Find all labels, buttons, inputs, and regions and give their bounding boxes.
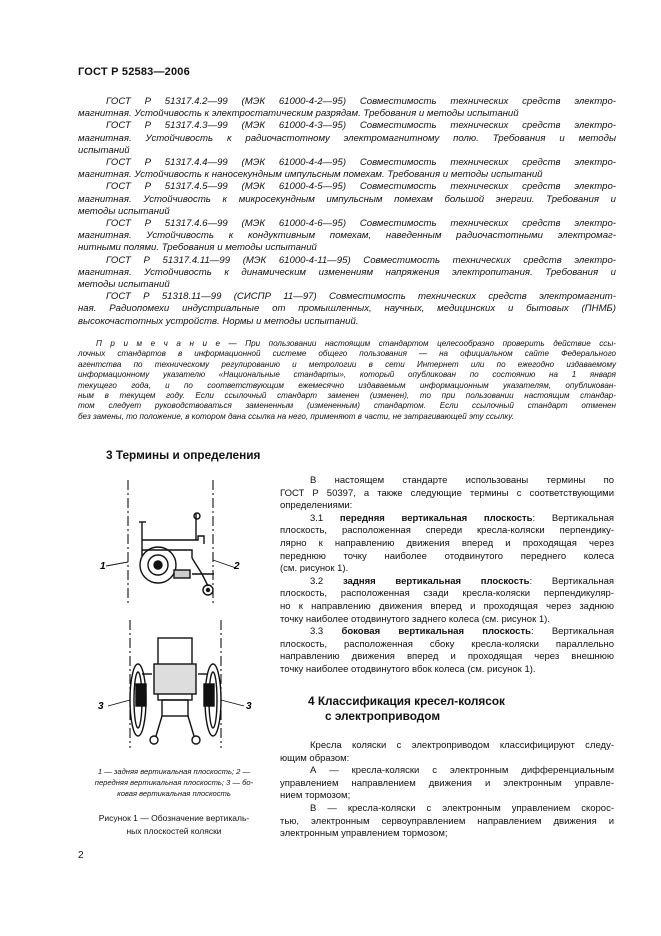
reference-text: испытаний bbox=[78, 144, 130, 156]
reference-text: методы испытаний bbox=[78, 279, 170, 291]
reference-line bbox=[78, 267, 616, 279]
reference-text: магнитная. Устойчивость к радиочастотному электромагнитному полю. Требования и методы bbox=[78, 132, 616, 144]
section-4-body bbox=[280, 740, 614, 841]
figure-legend bbox=[80, 766, 268, 799]
reference-text: Совместимость технических средств электро- bbox=[359, 120, 616, 132]
body-line: ющим образом: bbox=[280, 752, 350, 764]
reference-id: ГОСТ Р 51317.4.2—99 (МЭК 61000-4-2—95) bbox=[106, 96, 347, 107]
reference-text: магнитная. Устойчивость к микросекундным импульсным помехам большой энергии. Требования и bbox=[78, 193, 616, 205]
reference-id: ГОСТ Р 51318.11—99 (СИСПР 11—97) bbox=[106, 291, 317, 303]
reference-line bbox=[78, 242, 616, 254]
wheelchair-figure bbox=[92, 478, 264, 760]
figure-caption-line: Рисунок 1 — Обозначение вертикаль- bbox=[98, 813, 250, 823]
section-3-title: 3 Термины и определения bbox=[106, 448, 261, 462]
reference-text: Совместимость технических средств электромагнит- bbox=[329, 291, 616, 303]
reference-text: Совместимость технических средств электро- bbox=[359, 181, 616, 193]
note-line bbox=[78, 349, 616, 359]
reference-line bbox=[78, 96, 616, 108]
reference-line bbox=[78, 279, 616, 291]
figure-label-2: 2 bbox=[234, 561, 240, 572]
note-line bbox=[78, 339, 616, 349]
reference-list bbox=[78, 96, 616, 328]
body-line: В настоящем стандарте использованы термины по bbox=[310, 475, 614, 486]
note-text: без замены, то положение, в котором дана ссылка на него, применяют в части, не затрагивающей эту ссылку. bbox=[78, 411, 515, 421]
term-text: направлению движения вперед и проходящая через внешнюю bbox=[280, 651, 614, 663]
term-line: 3.3 боковая вертикальная плоскость: Вертикальная bbox=[310, 626, 615, 638]
figure-caption bbox=[80, 812, 268, 837]
figure-legend-line: 1 — задняя вертикальная плоскость; 2 — bbox=[97, 767, 251, 776]
term-line: 3.1 передняя вертикальная плоскость: Вертикальная bbox=[310, 512, 615, 524]
term-line bbox=[280, 525, 614, 538]
note-line bbox=[78, 360, 616, 370]
reference-id: ГОСТ Р 51317.4.3—99 (МЭК 61000-4-3—95) bbox=[106, 120, 347, 132]
reference-line bbox=[78, 133, 616, 145]
front-view-leaders bbox=[108, 700, 244, 706]
side-view-leaders bbox=[106, 560, 236, 568]
term-name: передняя вертикальная плоскость bbox=[339, 512, 533, 524]
note-label: П р и м е ч а н и е — bbox=[96, 339, 237, 348]
term-text: лярно к направлению движения вперед и проходящая через bbox=[280, 537, 614, 549]
reference-line bbox=[78, 194, 616, 206]
term-name: боковая вертикальная плоскость bbox=[341, 626, 531, 638]
term-text: плоскость, расположенная спереди кресла-коляски перпендику- bbox=[280, 525, 614, 537]
term-text: переднюю точку наиболее отодвинутого переднего колеса bbox=[280, 550, 614, 562]
reference-text: высокочастотных устройств. Нормы и методы испытаний. bbox=[78, 315, 359, 327]
body-line: нием тормозом; bbox=[280, 790, 351, 802]
term-line: 3.2 задняя вертикальная плоскость: Вертикальная bbox=[310, 575, 615, 587]
reference-line bbox=[78, 255, 616, 267]
reference-text: ная. Радиопомехи индустриальные от промышленных, научных, медицинских и бытовых (ПНМБ) bbox=[78, 303, 616, 315]
body-line: тью, электронным сервоуправлением направлением движения и bbox=[280, 815, 614, 827]
term-number: 3.2 bbox=[310, 575, 324, 587]
reference-text: Совместимость технических средств электро- bbox=[359, 96, 616, 107]
body-line: Кресла коляски с электроприводом классифицируют следу- bbox=[310, 740, 614, 751]
reference-text: магнитная. Устойчивость к кондуктивным помехам, наведенным радиочастотными электромаг- bbox=[78, 230, 616, 242]
term-text: точку наиболее отодвинутого заднего колеса (см. рисунок 1). bbox=[280, 613, 550, 625]
reference-id: ГОСТ Р 51317.4.4—99 (МЭК 61000-4-4—95) bbox=[106, 157, 347, 169]
body-line: электронным управлением тормозом; bbox=[280, 828, 448, 840]
reference-text: магнитная. Устойчивость к наносекундным импульсным помехам. Требования и методы испытаний bbox=[78, 169, 543, 181]
figure-label-1: 1 bbox=[100, 561, 106, 572]
reference-text: Совместимость технических средств электро- bbox=[359, 218, 616, 230]
reference-text: методы испытаний bbox=[78, 205, 170, 217]
section-4-title-line: 4 Классификация кресел-колясок bbox=[308, 694, 505, 708]
term-number: 3.1 bbox=[310, 512, 324, 524]
reference-text: Совместимость технических средств электро- bbox=[363, 254, 616, 266]
reference-line bbox=[78, 206, 616, 218]
reference-line bbox=[78, 291, 616, 303]
note-text: лочных стандартов в информационной системе общего пользования — на официальном сайте Федерального bbox=[78, 349, 616, 359]
reference-text: магнитная. Устойчивость к электростатическим разрядам. Требования и методы испытаний bbox=[78, 108, 519, 120]
figure-legend-line: ковая вертикальная плоскость bbox=[117, 789, 231, 798]
term-text: точку наиболее отодвинутого вбок колеса (см. рисунок 1). bbox=[280, 663, 536, 675]
reference-line bbox=[78, 145, 616, 157]
term-line bbox=[280, 563, 614, 576]
term-line bbox=[280, 664, 614, 677]
reference-line bbox=[78, 108, 616, 120]
body-line: определениями: bbox=[280, 500, 353, 512]
reference-line bbox=[78, 316, 616, 328]
page-number: 2 bbox=[78, 850, 84, 861]
wheelchair-front-view bbox=[130, 638, 221, 744]
term-line bbox=[280, 639, 614, 652]
reference-line bbox=[78, 120, 616, 132]
term-line bbox=[280, 651, 614, 664]
reference-text: нитными полями. Требования и методы испытаний bbox=[78, 242, 317, 254]
term-line bbox=[280, 551, 614, 564]
note-text: текущего года, и по соответствующим ежемесячно издаваемым информационным указателям, опубликован- bbox=[78, 380, 616, 390]
note-line bbox=[78, 381, 616, 391]
reference-line bbox=[78, 230, 616, 242]
reference-line bbox=[78, 181, 616, 193]
document-header: ГОСТ Р 52583—2006 bbox=[78, 66, 190, 78]
term-line bbox=[280, 538, 614, 551]
term-text: (см. рисунок 1). bbox=[280, 563, 349, 575]
figure-legend-line: передняя вертикальная плоскость; 3 — бо- bbox=[94, 778, 254, 787]
note-text: агентства по техническому регулированию и метрологии в сети Интернет или по ежегодно издаваемому bbox=[78, 359, 616, 369]
reference-line bbox=[78, 218, 616, 230]
section-3-body bbox=[280, 475, 614, 677]
figure-label-3-right: 3 bbox=[246, 701, 252, 712]
note-line bbox=[78, 401, 616, 411]
term-text: Вертикальная bbox=[551, 626, 615, 638]
note-line bbox=[78, 391, 616, 401]
reference-id: ГОСТ Р 51317.4.6—99 (МЭК 61000-4-6—95) bbox=[106, 218, 347, 230]
term-text: плоскость, расположенная сзади кресла-коляски перпендикуляр- bbox=[280, 588, 614, 600]
note-text: ным в текущем году. Если ссылочный стандарт заменен (изменен), то при пользовании настоящим стандар- bbox=[78, 391, 616, 401]
term-text: плоскость, расположенная сбоку кресла-коляски параллельно bbox=[280, 638, 614, 650]
reference-text: магнитная. Устойчивость к динамическим изменениям напряжения электропитания. Требования и bbox=[78, 266, 616, 278]
note-text: том следует руководствоваться замененным (измененным) стандартом. Если ссылочный стандарт отменен bbox=[78, 401, 616, 411]
reference-line bbox=[78, 157, 616, 169]
body-line: В — кресла-коляски с электронным управлением скорос- bbox=[310, 802, 614, 814]
body-line: управлением направлением движения и электронным управле- bbox=[280, 777, 614, 789]
reference-id: ГОСТ Р 51317.4.11—99 (МЭК 61000-4-11—95) bbox=[106, 254, 351, 266]
note-line bbox=[78, 412, 616, 422]
term-text: Вертикальная bbox=[551, 575, 615, 587]
note-text: информационному указателю «Национальные стандарты», который опубликован по состоянию на 1 января bbox=[78, 370, 616, 380]
figure-caption-line: ных плоскостей коляски bbox=[126, 825, 222, 836]
body-line: ГОСТ Р 50397, а также следующие термины с соответствующими bbox=[280, 487, 614, 499]
term-line bbox=[280, 601, 614, 614]
reference-id: ГОСТ Р 51317.4.5—99 (МЭК 61000-4-5—95) bbox=[106, 181, 347, 193]
term-number: 3.3 bbox=[310, 626, 324, 638]
term-line bbox=[280, 588, 614, 601]
reference-line bbox=[78, 303, 616, 315]
reference-line bbox=[78, 169, 616, 181]
term-text: но к направлению движения вперед и проходящая через заднюю bbox=[280, 600, 614, 612]
section-4-title-line: с электроприводом bbox=[325, 709, 441, 723]
figure-label-3-left: 3 bbox=[98, 701, 104, 712]
wheelchair-side-view bbox=[139, 513, 214, 595]
body-line: А — кресла-коляски с электронным дифференциальным bbox=[310, 765, 614, 777]
reference-text: Совместимость технических средств электро- bbox=[359, 157, 616, 169]
term-line bbox=[280, 614, 614, 627]
term-text: Вертикальная bbox=[551, 512, 615, 524]
section-4-title bbox=[308, 694, 505, 724]
note-text: При пользовании настоящим стандартом целесообразно проверить действие ссы- bbox=[245, 339, 616, 348]
note-block bbox=[78, 339, 616, 422]
term-name: задняя вертикальная плоскость bbox=[342, 575, 530, 587]
note-line bbox=[78, 370, 616, 380]
